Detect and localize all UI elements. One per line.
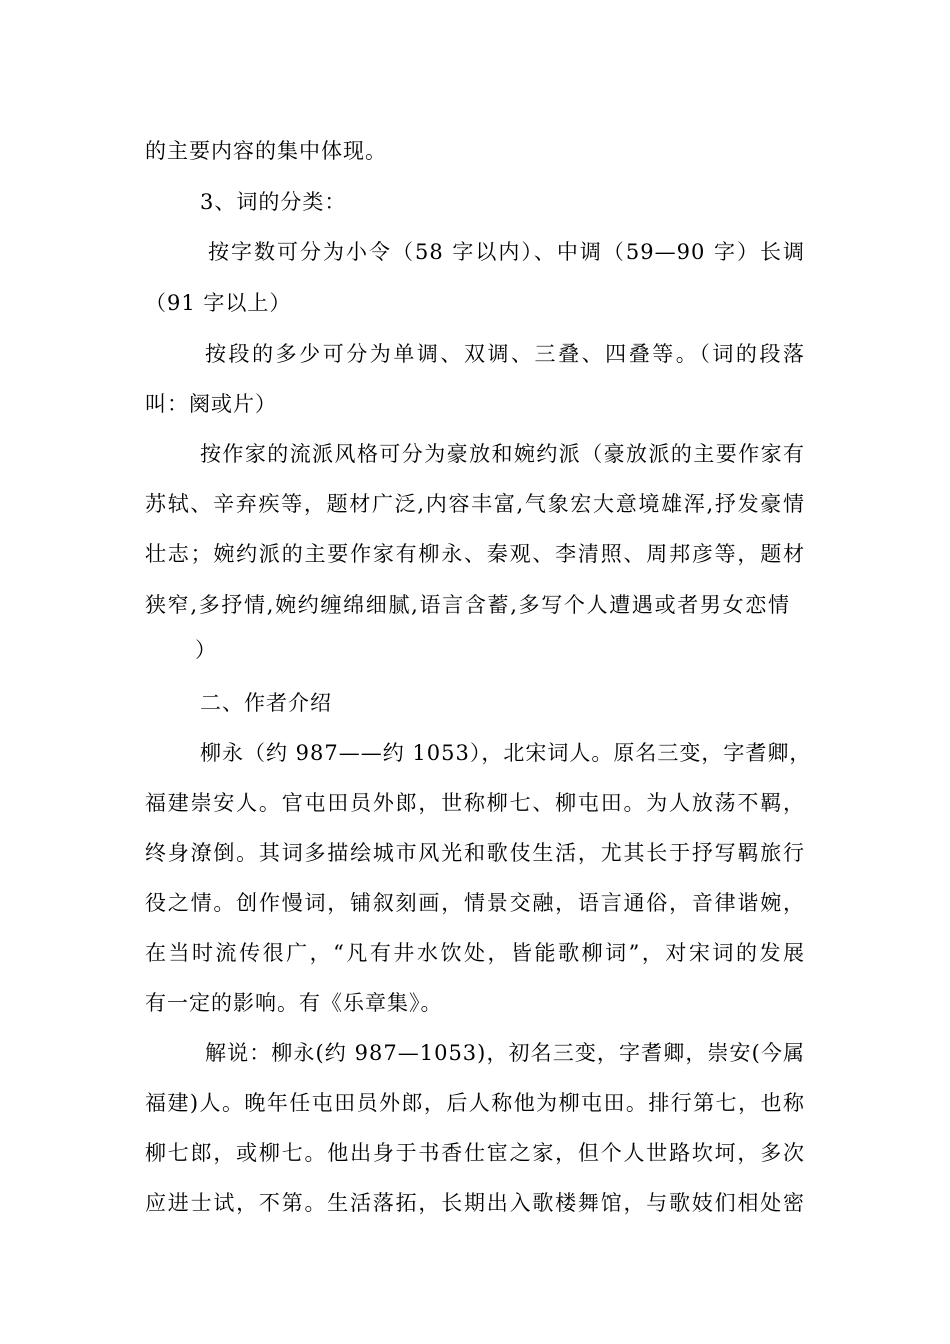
text-line: 按字数可分为小令（58 字以内）、中调（59—90 字）长调 [208, 240, 805, 264]
text-line: 壮志；婉约派的主要作家有柳永、秦观、李清照、周邦彦等，题材 [145, 542, 805, 566]
section-heading: 3、词的分类： [200, 190, 347, 214]
text-line: 福建崇安人。官屯田员外郎，世称柳七、柳屯田。为人放荡不羁， [145, 791, 805, 815]
text-line: 役之情。创作慢词，铺叙刻画，情景交融，语言通俗，音律谐婉， [145, 891, 805, 915]
text-line: 在当时流传很广，“凡有井水饮处，皆能歌柳词”，对宋词的发展 [145, 941, 805, 965]
text-line: 解说：柳永(约 987—1053)，初名三变，字耆卿，崇安(今属 [205, 1041, 805, 1065]
text-line: 狭窄,多抒情,婉约缠绵细腻,语言含蓄,多写个人遭遇或者男女恋情 [145, 593, 790, 617]
text-line: 苏轼、辛弃疾等，题材广泛,内容丰富,气象宏大意境雄浑,抒发豪情 [145, 492, 805, 516]
section-heading: 二、作者介绍 [200, 691, 332, 715]
text-line: ） [195, 638, 217, 662]
text-line: 福建)人。晚年任屯田员外郎，后人称他为柳屯田。排行第七，也称 [145, 1091, 805, 1115]
text-line: 按段的多少可分为单调、双调、三叠、四叠等。（词的段落 [205, 342, 805, 366]
text-line: 应进士试，不第。生活落拓，长期出入歌楼舞馆，与歌妓们相处密 [145, 1191, 805, 1215]
text-line: 终身潦倒。其词多描绘城市风光和歌伎生活，尤其长于抒写羁旅行 [145, 841, 805, 865]
text-line: 按作家的流派风格可分为豪放和婉约派（豪放派的主要作家有 [200, 442, 805, 466]
text-line: （91 字以上） [145, 291, 292, 315]
text-line: 柳永（约 987——约 1053），北宋词人。原名三变，字耆卿， [200, 741, 812, 765]
text-line: 的主要内容的集中体现。 [145, 139, 387, 163]
text-line: 有一定的影响。有《乐章集》。 [145, 991, 443, 1015]
text-line: 叫：阕或片） [145, 392, 277, 416]
text-line: 柳七郎，或柳七。他出身于书香仕宦之家，但个人世路坎坷，多次 [145, 1141, 805, 1165]
